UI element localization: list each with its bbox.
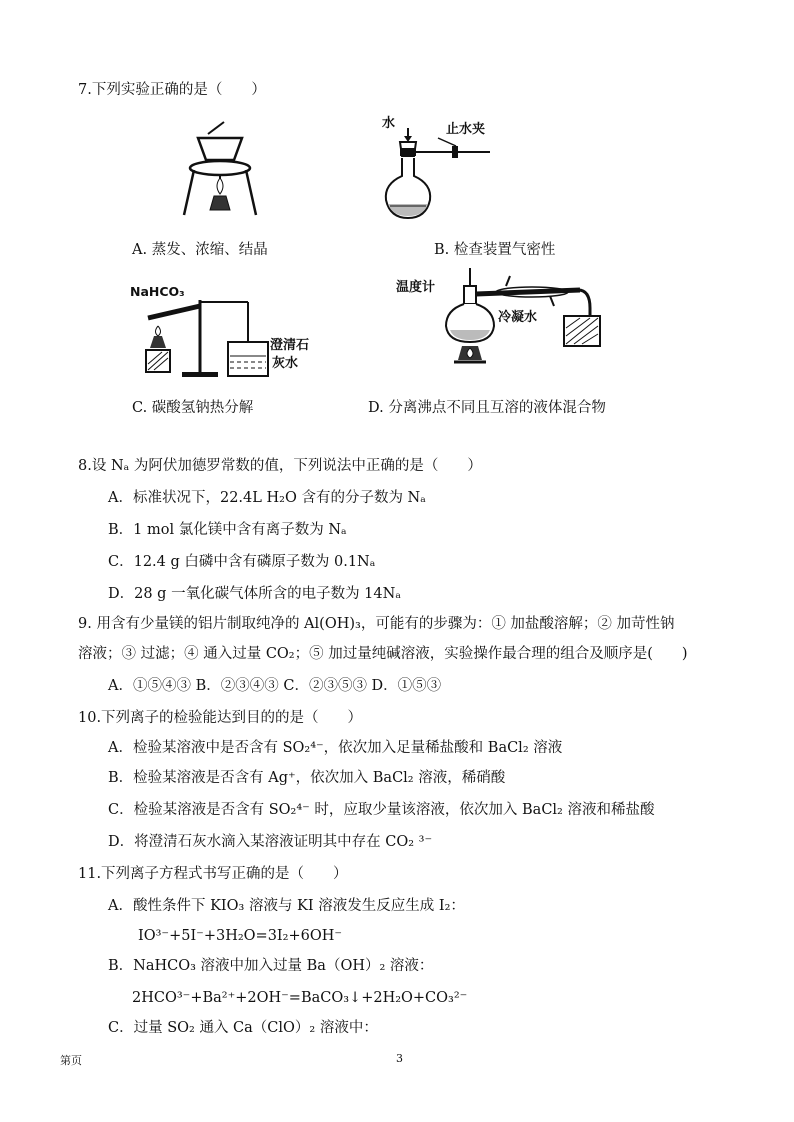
label-thermometer: 温度计 xyxy=(396,280,436,295)
q10-option-b: B．检验某溶液是否含有 Ag⁺，依次加入 BaCl₂ 溶液，稀硝酸 xyxy=(108,770,506,786)
q11-option-c: C．过量 SO₂ 通入 Ca（ClO）₂ 溶液中： xyxy=(108,1020,378,1036)
label-water: 水 xyxy=(382,116,396,131)
q8-option-d: D．28 g 一氧化碳气体所含的电子数为 14Nₐ xyxy=(108,586,401,602)
q9-stem-line1: 9. 用含有少量镁的铝片制取纯净的 Al(OH)₃，可能有的步骤为：① 加盐酸溶解；② 加苛性钠 xyxy=(78,616,675,632)
q10-option-a: A．检验某溶液中是否含有 SO₂⁴⁻，依次加入足量稀盐酸和 BaCl₂ 溶液 xyxy=(108,740,563,756)
q11-stem: 11.下列离子方程式书写正确的是（ ） xyxy=(78,866,348,882)
q11-option-b-equation: 2HCO³⁻+Ba²⁺+2OH⁻=BaCO₃↓+2H₂O+CO₃²⁻ xyxy=(132,990,468,1006)
label-nahco3: NaHCO₃ xyxy=(130,284,185,299)
q10-option-c: C．检验某溶液是否含有 SO₂⁴⁻ 时，应取少量该溶液，依次加入 BaCl₂ 溶液和稀盐酸 xyxy=(108,802,655,818)
label-limewater-2: 灰水 xyxy=(272,356,299,371)
q9-stem-line2: 溶液；③ 过滤；④ 通入过量 CO₂；⑤ 加过量纯碱溶液，实验操作最合理的组合及顺序是( ) xyxy=(78,646,688,662)
bicarbonate-decomposition-figure xyxy=(140,298,270,383)
q11-option-a: A．酸性条件下 KIO₃ 溶液与 KI 溶液发生反应生成 I₂： xyxy=(108,898,465,914)
q10-stem: 10.下列离子的检验能达到目的的是（ ） xyxy=(78,710,363,726)
q7-caption-b: B. 检查装置气密性 xyxy=(434,242,556,258)
label-condenser-water: 冷凝水 xyxy=(498,310,538,325)
q11-option-b: B．NaHCO₃ 溶液中加入过量 Ba（OH）₂ 溶液： xyxy=(108,958,434,974)
airtightness-apparatus-figure xyxy=(380,128,500,223)
q8-option-c: C．12.4 g 白磷中含有磷原子数为 0.1Nₐ xyxy=(108,554,376,570)
footer-page-number: 3 xyxy=(396,1052,403,1065)
q8-stem: 8.设 Nₐ 为阿伏加德罗常数的值，下列说法中正确的是（ ） xyxy=(78,458,482,474)
q7-caption-d: D. 分离沸点不同且互溶的液体混合物 xyxy=(368,400,606,416)
q7-caption-a: A. 蒸发、浓缩、结晶 xyxy=(132,242,268,258)
distillation-apparatus-figure xyxy=(440,268,610,368)
q7-caption-c: C. 碳酸氢钠热分解 xyxy=(132,400,254,416)
q9-options: A．①⑤④③ B．②③④③ C．②③⑤③ D．①⑤③ xyxy=(108,678,442,694)
q8-option-b: B．1 mol 氯化镁中含有离子数为 Nₐ xyxy=(108,522,347,538)
footer-page-label: 第页 xyxy=(60,1054,82,1067)
q10-option-d: D．将澄清石灰水滴入某溶液证明其中存在 CO₂ ³⁻ xyxy=(108,834,433,850)
evaporation-apparatus-figure xyxy=(180,120,260,220)
label-water-clamp: 止水夹 xyxy=(446,122,486,137)
q7-stem: 7.下列实验正确的是（ ） xyxy=(78,82,266,98)
q8-option-a: A．标准状况下，22.4L H₂O 含有的分子数为 Nₐ xyxy=(108,490,426,506)
q11-option-a-equation: IO³⁻+5I⁻+3H₂O=3I₂+6OH⁻ xyxy=(138,928,343,944)
label-limewater-1: 澄清石 xyxy=(270,338,310,353)
